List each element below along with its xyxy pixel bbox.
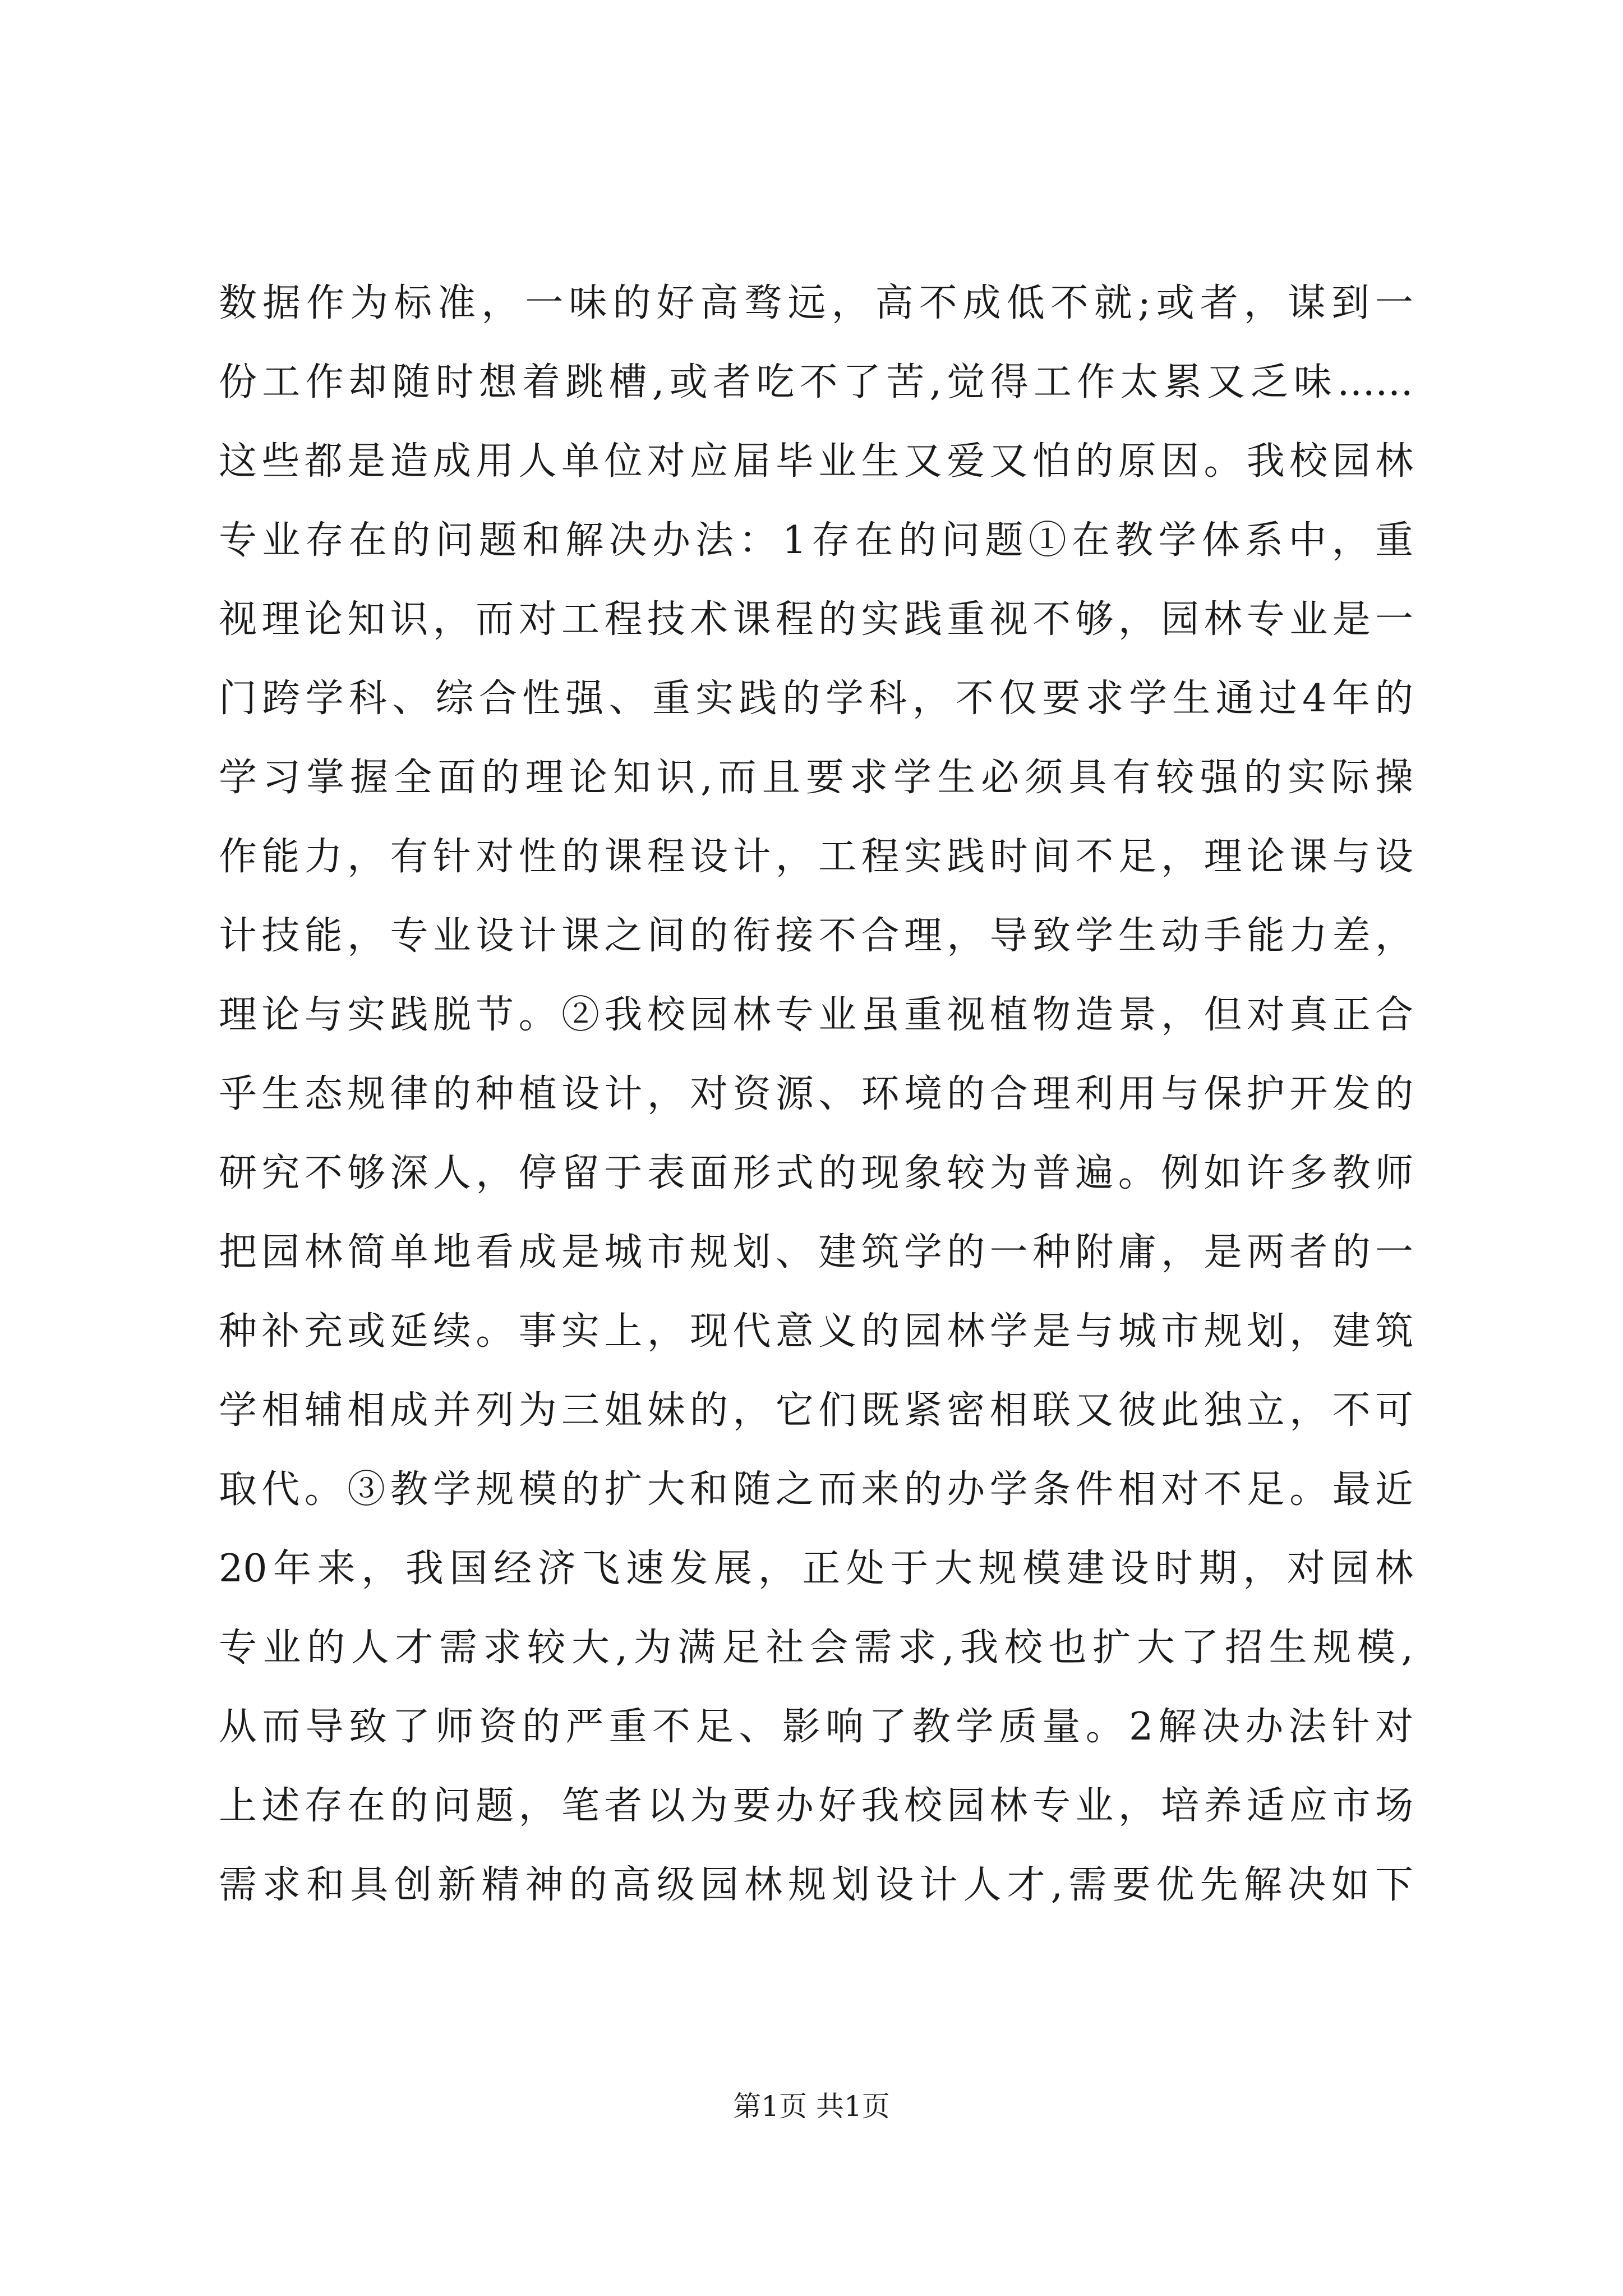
- text-line: 20年来，我国经济飞速发展，正处于大规模建设时期，对园林: [219, 1547, 1413, 1591]
- text-line: 专业的人才需求较大,为满足社会需求,我校也扩大了招生规模,: [219, 1626, 1413, 1670]
- text-line: 专业存在的问题和解决办法：1存在的问题①在教学体系中，重: [219, 518, 1413, 563]
- text-line: 种补充或延续。事实上，现代意义的园林学是与城市规划，建筑: [219, 1309, 1413, 1354]
- text-line: 学相辅相成并列为三姐妹的，它们既紧密相联又彼此独立，不可: [219, 1388, 1413, 1433]
- text-line: 取代。③教学规模的扩大和随之而来的办学条件相对不足。最近: [219, 1467, 1413, 1512]
- page-footer: [0, 2087, 1623, 2126]
- text-line: 学习掌握全面的理论知识,而且要求学生必须具有较强的实际操: [219, 756, 1413, 800]
- text-line: 从而导致了师资的严重不足、影响了教学质量。2解决办法针对: [219, 1705, 1413, 1749]
- text-line: 乎生态规律的种植设计，对资源、环境的合理利用与保护开发的: [219, 1072, 1413, 1116]
- text-line: 把园林简单地看成是城市规划、建筑学的一种附庸，是两者的一: [219, 1230, 1413, 1274]
- text-line: 理论与实践脱节。②我校园林专业虽重视植物造景，但对真正合: [219, 993, 1413, 1037]
- text-line: 计技能，专业设计课之间的衔接不合理，导致学生动手能力差，: [219, 914, 1413, 958]
- page-number-label: 第1页 共1页: [733, 2090, 890, 2123]
- text-line: 上述存在的问题，笔者以为要办好我校园林专业，培养适应市场: [219, 1784, 1413, 1828]
- text-line: 份工作却随时想着跳槽,或者吃不了苦,觉得工作太累又乏味……: [219, 360, 1413, 404]
- text-line: 作能力，有针对性的课程设计，工程实践时间不足，理论课与设: [219, 835, 1413, 879]
- text-line: 这些都是造成用人单位对应届毕业生又爱又怕的原因。我校园林: [219, 439, 1413, 484]
- body-text: [219, 264, 1413, 1925]
- text-line: 门跨学科、综合性强、重实践的学科，不仅要求学生通过4年的: [219, 677, 1413, 721]
- text-line: 需求和具创新精神的高级园林规划设计人才,需要优先解决如下: [219, 1863, 1413, 1907]
- text-line: 研究不够深人，停留于表面形式的现象较为普遍。例如许多教师: [219, 1151, 1413, 1195]
- text-line: 视理论知识，而对工程技术课程的实践重视不够，园林专业是一: [219, 597, 1413, 642]
- text-line: 数据作为标准，一味的好高骛远，高不成低不就;或者，谋到一: [219, 281, 1413, 325]
